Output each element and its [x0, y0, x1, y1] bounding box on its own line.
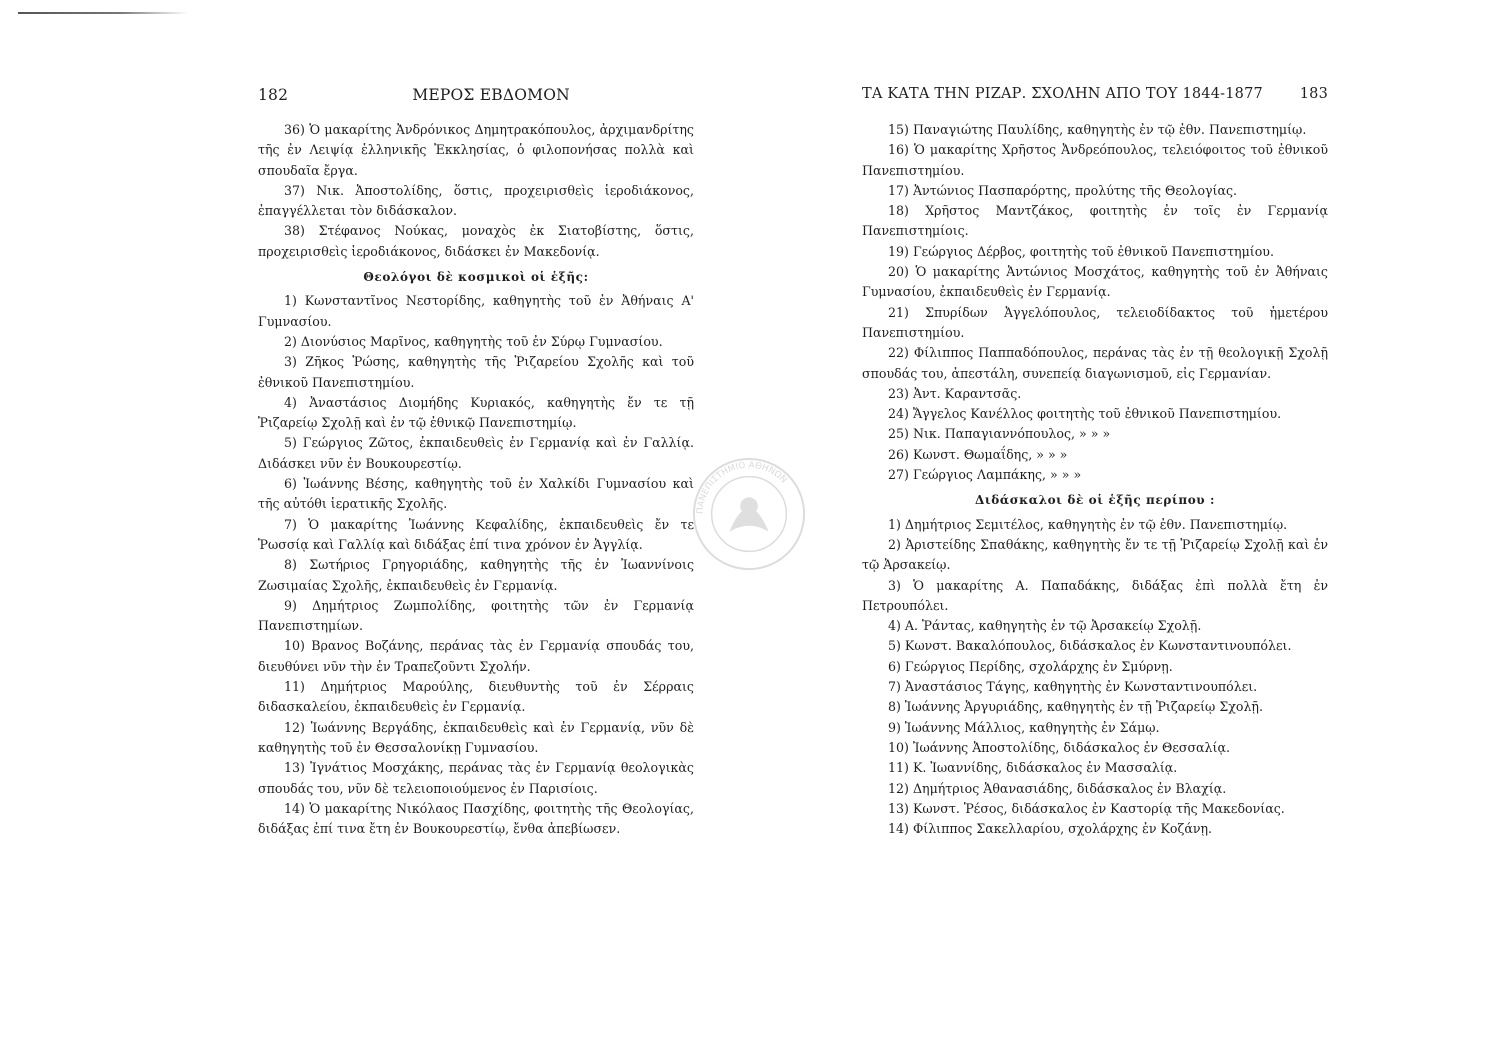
list-item: 7) Ὁ μακαρίτης Ἰωάννης Κεφαλίδης, ἐκπαιδευθεὶς ἔν τε Ῥωσσίᾳ καὶ Γαλλίᾳ καὶ διδάξας ἐπί τινα χρόνον ἐν Ἀγγλίᾳ. [258, 516, 694, 552]
list-item: 9) Ἰωάννης Μάλλιος, καθηγητὴς ἐν Σάμῳ. [888, 719, 1160, 735]
list-item: 12) Δημήτριος Ἀθανασιάδης, διδάσκαλος ἐν Βλαχίᾳ. [888, 780, 1227, 796]
list-item: 3) Ὁ μακαρίτης Α. Παπαδάκης, διδάξας ἐπὶ πολλὰ ἔτη ἐν Πετρουπόλει. [862, 577, 1328, 613]
list-item: 4) Α. Ῥάντας, καθηγητὴς ἐν τῷ Ἀρσακείῳ Σχολῇ. [888, 618, 1202, 634]
list-item: 21) Σπυρίδων Ἀγγελόπουλος, τελειοδίδακτος τοῦ ἡμετέρου Πανεπιστημίου. [862, 304, 1328, 340]
list-item: 3) Ζῆκος Ῥώσης, καθηγητὴς τῆς Ῥιζαρείου Σχολῆς καὶ τοῦ ἐθνικοῦ Πανεπιστημίου. [258, 354, 694, 390]
list-item: 5) Γεώργιος Ζῶτος, ἐκπαιδευθεὶς ἐν Γερμανίᾳ καὶ ἐν Γαλλίᾳ. Διδάσκει νῦν ἐν Βουκουρεστίῳ. [258, 435, 694, 471]
list-item: 16) Ὁ μακαρίτης Χρῆστος Ἀνδρεόπουλος, τελειόφοιτος τοῦ ἐθνικοῦ Πανεπιστημίου. [862, 142, 1328, 178]
running-title: ΤΑ ΚΑΤΑ ΤΗΝ ΡΙΖΑΡ. ΣΧΟΛΗΝ ΑΠΟ ΤΟΥ 1844-1877 [862, 86, 1263, 102]
list-item: 18) Χρῆστος Μαντζάκος, φοιτητὴς ἐν τοῖς ἐν Γερμανίᾳ Πανεπιστημίοις. [862, 203, 1328, 239]
right-page-body [862, 120, 1328, 839]
right-page [862, 86, 1328, 839]
list-item: 6) Ἰωάννης Βέσης, καθηγητὴς τοῦ ἐν Χαλκίδι Γυμνασίου καὶ τῆς αὐτόθι ἱερατικῆς Σχολῆς. [258, 476, 694, 512]
page-number: 183 [1299, 86, 1328, 102]
left-page-header [258, 86, 694, 110]
list-item: 25) Νικ. Παπαγιαννόπουλος, » » » [888, 426, 1111, 442]
list-item: 10) Ἰωάννης Ἀποστολίδης, διδάσκαλος ἐν Θεσσαλίᾳ. [888, 739, 1230, 755]
list-item: 5) Κωνστ. Βακαλόπουλος, διδάσκαλος ἐν Κωνσταντινουπόλει. [888, 638, 1292, 654]
scan-edge-mark [18, 12, 188, 14]
list-item: 2) Ἀριστείδης Σπαθάκης, καθηγητὴς ἔν τε τῇ Ῥιζαρείῳ Σχολῇ καὶ ἐν τῷ Ἀρσακείῳ. [862, 536, 1328, 573]
list-item: 26) Κωνστ. Θωμαΐδης, » » » [888, 446, 1068, 462]
list-item: 24) Ἄγγελος Κανέλλος φοιτητὴς τοῦ ἐθνικοῦ Πανεπιστημίου. [888, 406, 1282, 422]
list-item: 8) Ἰωάννης Ἀργυριάδης, καθηγητὴς ἐν τῇ Ῥιζαρείῳ Σχολῇ. [888, 699, 1263, 715]
list-item: 13) Ἰγνάτιος Μοσχάκης, περάνας τὰς ἐν Γερμανίᾳ θεολογικὰς σπουδάς του, νῦν δὲ τελειοποιούμενος ἐν Παρισίοις. [258, 760, 694, 796]
list-item: 2) Διονύσιος Μαρῖνος, καθηγητὴς τοῦ ἐν Σύρῳ Γυμνασίου. [284, 333, 663, 349]
list-item: 15) Παναγιώτης Παυλίδης, καθηγητὴς ἐν τῷ ἐθν. Πανεπιστημίῳ. [888, 122, 1307, 137]
left-page [258, 86, 694, 839]
list-item: 19) Γεώργιος Δέρβος, φοιτητὴς τοῦ ἐθνικοῦ Πανεπιστημίου. [888, 243, 1274, 259]
list-item: 14) Φίλιππος Σακελλαρίου, σχολάρχης ἐν Κοζάνῃ. [888, 821, 1213, 837]
section-heading: Θεολόγοι δὲ κοσμικοὶ οἱ ἑξῆς: [363, 270, 589, 285]
page-number: 182 [258, 86, 289, 104]
list-item: 10) Βρανος Βοζάνης, περάνας τὰς ἐν Γερμανίᾳ σπουδάς του, διευθύνει νῦν τὴν ἐν Τραπεζοῦντι Σχολήν. [258, 638, 694, 674]
stamp-text: ΠΑΝΕΠΙΣΤΗΜΙΟ ΑΘΗΝΩΝ [695, 460, 789, 515]
list-item: 11) Κ. Ἰωαννίδης, διδάσκαλος ἐν Μασσαλίᾳ. [888, 760, 1178, 776]
list-item: 14) Ὁ μακαρίτης Νικόλαος Πασχίδης, φοιτητὴς τῆς Θεολογίας, διδάξας ἐπί τινα ἔτη ἐν Βουκουρεστίῳ, ἔνθα ἀπεβίωσεν. [258, 800, 694, 837]
list-item: 17) Ἀντώνιος Πασπαρόρτης, προλύτης τῆς Θεολογίας. [888, 182, 1238, 198]
list-item: 37) Νικ. Ἀποστολίδης, ὅστις, προχειρισθεὶς ἱεροδιάκονος, ἐπαγγέλλεται τὸν διδάσκαλον. [258, 182, 694, 219]
library-stamp [690, 455, 808, 573]
list-item: 22) Φίλιππος Παππαδόπουλος, περάνας τὰς ἐν τῇ θεολογικῇ Σχολῇ σπουδάς του, ἀπεστάλη, συνεπείᾳ διαγωνισμοῦ, εἰς Γερμανίαν. [862, 345, 1328, 381]
section-heading: Διδάσκαλοι δὲ οἱ ἑξῆς περίπου : [974, 493, 1216, 508]
list-item: 9) Δημήτριος Ζωμπολίδης, φοιτητὴς τῶν ἐν Γερμανίᾳ Πανεπιστημίων. [258, 597, 694, 634]
running-title: ΜΕΡΟΣ ΕΒΔΟΜΟΝ [412, 86, 570, 104]
list-item: 7) Ἀναστάσιος Τάγης, καθηγητὴς ἐν Κωνσταντινουπόλει. [888, 679, 1258, 695]
list-item: 8) Σωτήριος Γρηγοριάδης, καθηγητὴς τῆς ἐν Ἰωαννίνοις Ζωσιμαίας Σχολῆς, ἐκπαιδευθεὶς ἐν Γερμανίᾳ. [258, 557, 694, 593]
left-page-body [258, 120, 694, 839]
list-item: 1) Κωνσταντῖνος Νεστορίδης, καθηγητὴς τοῦ ἐν Ἀθήναις Α' Γυμνασίου. [258, 293, 694, 329]
list-item: 20) Ὁ μακαρίτης Ἀντώνιος Μοσχάτος, καθηγητὴς τοῦ ἐν Ἀθήναις Γυμνασίου, ἐκπαιδευθεὶς ἐν Γερμανίᾳ. [862, 264, 1328, 300]
list-item: 12) Ἰωάννης Βεργάδης, ἐκπαιδευθεὶς καὶ ἐν Γερμανίᾳ, νῦν δὲ καθηγητὴς τοῦ ἐν Θεσσαλονίκῃ Γυμνασίου. [258, 719, 694, 755]
list-item: 36) Ὁ μακαρίτης Ἀνδρόνικος Δημητρακόπουλος, ἀρχιμανδρίτης τῆς ἐν Λειψίᾳ ἑλληνικῆς Ἐκκλησίας, ὁ φιλοπονήσας πολλὰ καὶ σπουδαῖα ἔργα. [258, 122, 694, 178]
list-item: 1) Δημήτριος Σεμιτέλος, καθηγητὴς ἐν τῷ ἐθν. Πανεπιστημίῳ. [888, 516, 1288, 532]
list-item: 13) Κωνστ. Ῥέσος, διδάσκαλος ἐν Καστορίᾳ τῆς Μακεδονίας. [888, 800, 1285, 816]
list-item: 6) Γεώργιος Περίδης, σχολάρχης ἐν Σμύρνῃ. [888, 658, 1173, 674]
list-item: 11) Δημήτριος Μαρούλης, διευθυντὴς τοῦ ἐν Σέρραις διδασκαλείου, ἐκπαιδευθεὶς ἐν Γερμανίᾳ. [258, 679, 694, 715]
list-item: 23) Ἀντ. Καραντσᾶς. [888, 385, 1022, 401]
list-item: 4) Ἀναστάσιος Διομήδης Κυριακός, καθηγητὴς ἔν τε τῇ Ῥιζαρείῳ Σχολῇ καὶ ἐν τῷ ἐθνικῷ Πανεπιστημίῳ. [258, 394, 694, 431]
list-item: 38) Στέφανος Νούκας, μοναχὸς ἐκ Σιατοβίστης, ὅστις, προχειρισθεὶς ἱεροδιάκονος, διδάσκει ἐν Μακεδονίᾳ. [258, 223, 694, 259]
list-item: 27) Γεώργιος Λαμπάκης, » » » [888, 467, 1082, 483]
right-page-header [862, 86, 1328, 110]
